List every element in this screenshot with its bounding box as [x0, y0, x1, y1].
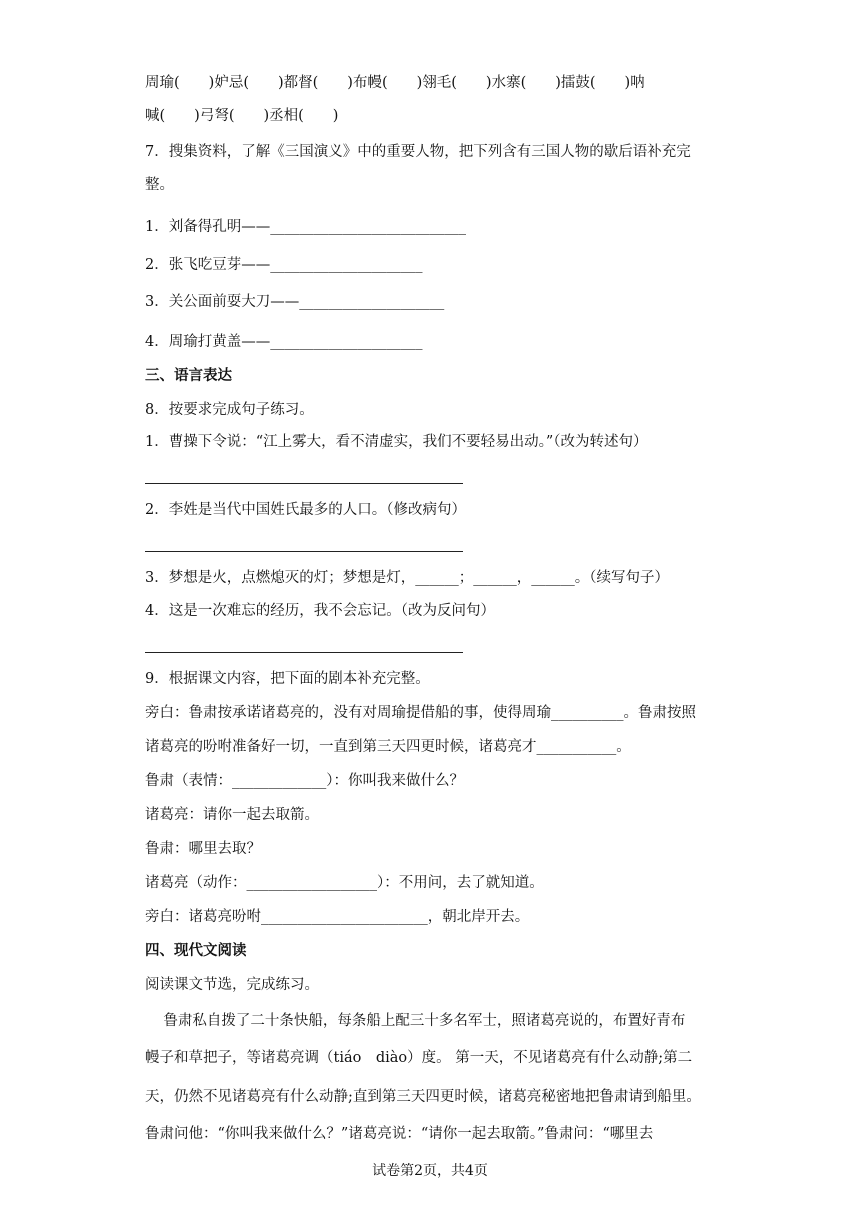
q9-line-b: 诸葛亮的吩咐准备好一切，一直到第三天四更时候，诸葛亮才___________。 — [145, 739, 631, 755]
q7-item-3: 3．关公面前耍大刀——____________________ — [145, 294, 445, 310]
page-footer: 试卷第2页，共4页 — [372, 1163, 488, 1179]
answer-line — [145, 652, 463, 653]
question-7-line-2: 整。 — [145, 177, 174, 193]
answer-line — [145, 551, 463, 552]
passage-line-1: 鲁肃私自拨了二十条快船，每条船上配三十多名军士，照诸葛亮说的，布置好青布 — [145, 1013, 686, 1029]
q7-item-4: 4．周瑜打黄盖——_____________________ — [145, 334, 423, 350]
pinyin-line-2: 喊( )弓弩( )丞相( ) — [145, 108, 339, 124]
section-3-heading: 三、语言表达 — [145, 367, 232, 384]
passage-line-2: 幔子和草把子，等诸葛亮调（tiáo diào）度。 第一天，不见诸葛亮有什么动静;第二 — [145, 1050, 693, 1066]
section-4-heading: 四、现代文阅读 — [145, 942, 247, 959]
passage-line-3: 天，仍然不见诸葛亮有什么动静;直到第三天四更时候，诸葛亮秘密地把鲁肃请到船里。 — [145, 1089, 701, 1105]
q7-item-1: 1．刘备得孔明——___________________________ — [145, 219, 466, 235]
answer-line — [145, 483, 463, 484]
q9-line-f: 诸葛亮（动作：__________________）：不用问，去了就知道。 — [145, 875, 544, 891]
passage-line-4: 鲁肃问他：“你叫我来做什么？”诸葛亮说：“请你一起去取箭。”鲁肃问：“哪里去 — [145, 1126, 654, 1142]
pinyin-line-1: 周瑜( )妒忌( )都督( )布幔( )翎毛( )水寨( )擂鼓( )呐 — [145, 75, 645, 91]
question-7-line-1: 7．搜集资料，了解《三国演义》中的重要人物，把下列含有三国人物的歇后语补充完 — [145, 144, 691, 160]
q9-line-c: 鲁肃（表情：_____________）：你叫我来做什么？ — [145, 773, 464, 789]
question-9: 9．根据课文内容，把下面的剧本补充完整。 — [145, 671, 430, 687]
q9-line-g: 旁白：诸葛亮吩咐_______________________，朝北岸开去。 — [145, 909, 530, 925]
q9-line-e: 鲁肃：哪里去取？ — [145, 841, 261, 857]
q7-item-2: 2．张飞吃豆芽——_____________________ — [145, 257, 423, 273]
q9-line-d: 诸葛亮：请你一起去取箭。 — [145, 807, 319, 823]
reading-instruction: 阅读课文节选，完成练习。 — [145, 977, 319, 993]
question-8: 8．按要求完成句子练习。 — [145, 402, 314, 418]
q8-item-1: 1．曹操下令说：“江上雾大，看不清虚实，我们不要轻易出动。”（改为转述句） — [145, 434, 648, 450]
q8-item-4: 4．这是一次难忘的经历，我不会忘记。（改为反问句） — [145, 603, 495, 619]
q8-item-3: 3．梦想是火，点燃熄灭的灯；梦想是灯，______；______，______。（续写句子） — [145, 570, 669, 586]
q9-line-a: 旁白：鲁肃按承诺诸葛亮的，没有对周瑜提借船的事，使得周瑜__________。鲁肃按照 — [145, 705, 696, 721]
q8-item-2: 2．李姓是当代中国姓氏最多的人口。（修改病句） — [145, 502, 466, 518]
